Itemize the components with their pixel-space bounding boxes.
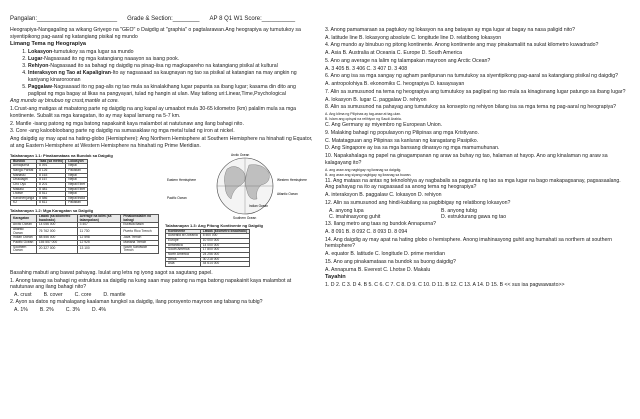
questions-instructions: Basahing mabuti ang bawat pahayag. Isulat ang letra ng iyong sagot sa sagutang papel.	[10, 269, 213, 276]
question-4: 4. Ang mundo ay binubuo ng pitong kontinente. Anong kontinente ang may pinakamaliit na sukat kilometro kuwadrado?	[325, 42, 599, 49]
question-1-options	[14, 292, 315, 299]
table-cell: Pacific Ocean	[11, 240, 37, 245]
tables-area	[10, 151, 315, 267]
world-map-figure	[165, 151, 315, 221]
heograpiya-intro: Heograpiya-Nangagaling sa wikang Griyego na "GEO" o Daigdig at "graphia" o pagtalarawan.Ang heograpiya ay tumutukoy sa siyentipikong pag-aaral ng katangiang pisikal ng mundo	[10, 26, 301, 40]
table-cell: 3 407	[77, 223, 121, 228]
subject-score-label: AP 8 Q1 W1 Score:__________	[209, 16, 296, 22]
table-header-cell: Lokasyon	[66, 159, 88, 164]
map-label-indian: Indian Ocean	[249, 203, 268, 208]
continents-table	[165, 229, 250, 267]
map-label-pacific: Pacific Ocean	[167, 195, 187, 200]
table-cell: Antarctica	[166, 243, 201, 248]
tema-item: 2. Lugar-Nagsasaad ito ng mga katangiang naaayon sa isang pook.	[28, 56, 315, 63]
table-cell: Nepal	[66, 178, 88, 183]
question-15: 15. Ano ang pinakamataas na bundok sa buong daigdig?	[325, 258, 456, 265]
option: A. anyong lupa	[329, 207, 364, 214]
table-cell: 8 201	[37, 182, 66, 187]
table-cell: K2	[11, 201, 37, 206]
tema-list	[28, 49, 315, 98]
table-cell: Lhotse	[11, 192, 37, 197]
tema-item: 5. Paggalaw-Nagsasaad ito ng pag-alis ng tao mula sa kinalakihang lugar papunta sa ibang lugar; kasama din dito ang paglipat ng mga bagay at likas na pangyayari, tulad ng hangin at ulan. May tatlong uri:Linear,Time,Psychological	[28, 84, 315, 98]
table-header-cell: Kontinente	[166, 229, 201, 234]
table-cell: 13 100	[77, 245, 121, 253]
question-8-option-c: C. Ang Germany ay miyembro ng European Union.	[325, 122, 443, 129]
table-cell: Indian Ocean	[11, 236, 37, 241]
option: B. cover	[43, 292, 63, 298]
right-column	[325, 27, 630, 313]
table-cell: 12 925	[77, 240, 121, 245]
map-label-eastern: Eastern Hemisphere	[167, 177, 197, 182]
table-cell: 8 481	[37, 187, 66, 192]
question-3-options: A. latitude line B. lokasyong absolute C. longitude line D. relatibong lokasyon	[325, 34, 502, 41]
table-cell: 8 586	[37, 196, 66, 201]
table-cell: Nepal/India	[66, 196, 88, 201]
map-label-atlantic: Atlantic Ocean	[277, 191, 298, 196]
question-13-options: A. 8 091 B. 8 092 C. 8 093 D. 8 094	[325, 228, 408, 235]
question-9-option-a: C. Matatagpuan ang Pilipinas sa kanluran ng karagatang Pasipiko.	[325, 137, 479, 144]
table-cell: South Sandwich Trench	[121, 245, 159, 253]
question-11: 11. Ang mataas na antas ng teknolohiya ay nagbabalis sa pagpunta ng tao sa mga lugar na bago makapagsanay, pagsasaalang. Ang pahayag na ito ay nagsasaad sa anong tema ng heograpiya?	[325, 177, 621, 191]
table-cell: 20 327 000	[36, 245, 77, 253]
question-14: 14. Ang daigdig ay may apat na hating globo o hemisphere. Anong imahinasyong guhit ang humahati sa northern at southern hemisphere?	[325, 236, 612, 250]
option: A. crust	[14, 292, 32, 298]
option: B. anyong tubig	[441, 207, 478, 214]
table-cell: 8 611	[37, 201, 66, 206]
table-cell: North America	[166, 252, 201, 257]
table-cell: Nanga Parbat	[11, 169, 37, 174]
table-row	[166, 262, 250, 267]
left-column	[10, 27, 315, 313]
table-cell: Asia	[166, 262, 201, 267]
name-field-label: Pangalan:________________________	[10, 16, 118, 22]
table-cell: 14 000 000	[200, 243, 249, 248]
table-cell: Puerto Rico Trench	[121, 228, 159, 236]
core-text: 3. Core -ang kaloobloobang parte ng daigdig na sumasaklaw ng mga metal tulad ng iron at nickel.	[10, 128, 235, 135]
table-header-cell: Pinakamalalim na bahagi	[121, 215, 159, 223]
question-10-option-a: A. ang araw ang nagbigay ng liwanag sa daigdig.	[325, 167, 402, 172]
question-15-options: A. Annapurna B. Everest C. Lhotse D. Makalu	[325, 266, 431, 273]
option: A. 1%	[14, 306, 28, 313]
table-cell: 11 730	[77, 228, 121, 236]
table2-title: Talahanayan 1.2: Mga Karagatan sa Daigdig	[10, 208, 94, 213]
table-header-cell: Average na lalim (sa talampakan)	[77, 215, 121, 223]
limang-tema-title: Limang Tema ng Heograpiya	[10, 41, 87, 48]
table-cell: Australia at Oceania	[166, 234, 201, 239]
table-cell: Nepal	[66, 192, 88, 197]
table-cell: 8 126	[37, 169, 66, 174]
option: D. mantle	[103, 292, 126, 298]
table-cell: 44 614 000	[200, 262, 249, 267]
option: C. core	[74, 292, 92, 298]
table-cell: Pakistan	[66, 201, 88, 206]
question-9: 9. Malaking bahagi ng populasyon ng Pilipinas ang mga Kristiyano.	[325, 129, 479, 136]
table-cell: 24 256 000	[200, 252, 249, 257]
tables-left-stack	[10, 151, 159, 267]
question-10-option-b: B. ang araw ang siyang nagbigay ng liwanag sa buwan.	[325, 172, 412, 177]
table-cell: Kanchenjunga	[11, 196, 37, 201]
mundo-text: Ang mundo ay binubuo ng crust,mantle at core.	[10, 98, 120, 105]
question-11-options: A. interaksyon B. paggalaw C. lokasyon D. rehiyon	[325, 192, 442, 199]
table-cell: Java Trench	[121, 236, 159, 241]
table-cell: 8 167	[37, 178, 66, 183]
question-12-options-row2	[329, 214, 630, 221]
question-8: 8. Alin sa sumusunod na pahayag ang tumutukoy sa konsepto ng rehiyon bilang isa sa mga tema ng pag-aaral ng heograpiya?	[325, 104, 616, 111]
question-12-options-row1	[329, 208, 630, 215]
table-cell: Eurasia Basin	[121, 223, 159, 228]
table-cell: South America	[166, 248, 201, 253]
table-cell: Europe	[166, 239, 201, 244]
question-12: 12. Alin sa sumusunod ang hindi-kabilang sa pagbibigay ng relatibong lokasyon?	[325, 199, 511, 206]
table-cell: Pakistan	[66, 169, 88, 174]
table3-title: Talahanayan 1.3: Ang Pitong Kontinente ng Daigdig	[165, 222, 264, 228]
table-cell: Nepal/Tibet	[66, 182, 88, 187]
question-2-options	[14, 307, 315, 314]
table-cell: Dhaulagiri	[11, 178, 37, 183]
map-label-western: Western Hemisphere	[277, 177, 307, 182]
option: D. estrukturang gawa ng tao	[441, 214, 507, 221]
map-label-southern: Southern Ocean	[233, 215, 257, 220]
question-14-options: A. equator B. latitude C. longitude D. prime meridian	[325, 251, 445, 258]
table-cell: Annapurna	[11, 164, 37, 169]
table-cell: Arctic Ocean	[11, 223, 37, 228]
question-9-option-b: D. Ang Singapore ay isa sa mga bansang dinarayo ng mga mamumuhunan.	[325, 145, 500, 152]
tema-item: 4. Interaksyon ng Tao at Kapaligiran-Ito ay nagsasaad sa kaugnayan ng tao sa pisikal at katangian na may angkin ng kaniyang kinaroroonan	[28, 70, 315, 84]
option: D. 4%	[91, 306, 106, 313]
question-2: 2. Ayon sa datos ng mahalagang kaalaman tungkol sa daigdig, ilang porsyento mayroon ang tabang na tubig?	[10, 298, 263, 305]
question-13: 13. Ilang metro ang taas ng bundok Annapurna?	[325, 221, 437, 228]
table-cell: Manaslu	[11, 173, 37, 178]
globe-map-icon	[165, 151, 315, 221]
mountains-table	[10, 159, 88, 206]
table-row	[11, 245, 159, 253]
question-7-options: A. lokasyon B. lugar C. paggalaw D. rehiyon	[325, 96, 427, 103]
table-cell: 12 598	[77, 236, 121, 241]
table-cell: 155 557 000	[36, 240, 77, 245]
table-cell: Nepal	[66, 173, 88, 178]
question-7: 7. Alin sa sumusunod na tema ng heograpiya ang tumutukoy sa paglipat ng tao mula sa kinagisnang lugar patungo sa ibang lugar?	[325, 88, 626, 95]
question-5-options: A. 3 405 B. 3 406 C. 3 407 D. 3 408	[325, 65, 408, 72]
question-8-option-b: B. Islam ang opisyal na relihiyon ng Saudi Arabia.	[325, 117, 402, 122]
table-cell: 68 556 000	[36, 236, 77, 241]
table1-title: Talahanayan 1.1: Pinakamataas na Bundok sa Daigdig	[10, 152, 113, 158]
tables-right-stack	[165, 151, 315, 267]
question-4-options: A. Asia B. Australia at Oceania C. Europe D. South America	[325, 50, 462, 57]
table-cell: Africa	[166, 257, 201, 262]
question-6: 6. Ano ang isa sa mga sangay ng agham panlipunan na tumutukoy sa siyentipikong pag-aaral sa katangiang pisikal ng daigdig?	[325, 73, 619, 80]
table-cell: Atlantic Ocean	[11, 228, 37, 236]
question-1: 1. Anong tawag sa bahagi ng estruktura sa daigdig na kung saan may patong na mga batong napakainit kaya malambot at natutunaw ang ilang bahagi nito?	[10, 277, 292, 291]
table-header-cell: Karagatan	[11, 215, 37, 223]
map-label-arctic: Arctic Ocean	[231, 152, 250, 157]
tema-item: 1. Lokasyon-tumutukoy sa mga lugar sa mundo	[28, 49, 315, 56]
table-header-cell: Lawak (sa kilometro kwadrado)	[36, 215, 77, 223]
option: C. 3%	[65, 306, 80, 313]
crust-text: 1.Crust-ang matigas at mabatong parte ng daigdig na ang kapal ay umaabot mula 30-65 kilometro (km) palalim mula sa mga kontinente. Subalit sa mga karagatan, ito ay may kapal lamang na 5-7 km.	[10, 106, 297, 119]
table-header-cell: Bundok	[11, 159, 37, 164]
worksheet-header	[10, 16, 630, 24]
hemisphere-text: Ang daigdig ay may apat na hating-globo (Hemisphere): Ang Northern Hemisphere at Southern Hemisphere na hinahati ng Equator, at ang Eastern Hemisphere at Western Hemisphere na hinahati ng Prime Meridian.	[10, 136, 313, 149]
table-cell: 14 056 000	[36, 223, 77, 228]
question-10: 10. Napakahalaga ng papel na ginagampanan ng araw sa buhay ng tao, halaman at hayop. Ano ang kinalaman ng araw sa kalagayang ito?	[325, 153, 608, 166]
question-8-option-a: A. Ang klima ng Pilipinas ay tag-araw at tag-ulan.	[325, 112, 402, 117]
tayahin-title: Tayahin	[325, 274, 346, 281]
table-cell: 8 163	[37, 173, 66, 178]
option: B. 2%	[39, 306, 54, 313]
table-cell: 17 800 000	[200, 248, 249, 253]
table-cell: Nepal/Tibet	[66, 187, 88, 192]
table-header-cell: Taas (sa metro)	[37, 159, 66, 164]
table-row	[11, 201, 88, 206]
table-cell: 8 500 000	[200, 234, 249, 239]
question-6-options: A. antropolohiya B. ekonomiks C. heograpiya D. kasaysayan	[325, 81, 465, 88]
tayahin-answers: 1. D 2. C 3. D 4. B 5. C 6. C 7. C 8. D 9. C 10. D 11. B 12. C 13. A 14. D 15. B << sus isa pagwawasto>>	[325, 281, 565, 288]
table-cell: Mariana Trench	[121, 240, 159, 245]
mantle-text: 2. Mantle -isang patong ng mga batong napakainit kaya malambot at natutunaw ang ilang bahagi nito.	[10, 120, 244, 127]
question-3: 3. Anong pamamaraan sa pagtukoy ng lokasyon na ang batayan ay mga lugar at bagay na nasa paligid nito?	[325, 26, 576, 33]
table-cell: Nepal	[66, 164, 88, 169]
table-cell: Southern Ocean	[11, 245, 37, 253]
table-header-cell: Lawak (kilometro kwadrado)	[200, 229, 249, 234]
grade-section-label: Grade & Section:________	[127, 16, 200, 22]
table-cell: 10 000 000	[200, 239, 249, 244]
table-cell: 8 091	[37, 164, 66, 169]
question-5: 5. Ano ang average na lalim ng talampakan mayroon ang Arctic Ocean?	[325, 57, 491, 64]
table-cell: 30 218 000	[200, 257, 249, 262]
tema-item: 3. Rehiyon-Nagsasaad ito sa bahagi ng daigdig na pinag-iisa ng magkapareho na katangiang pisikal at kultural	[28, 63, 315, 70]
table-cell: 8 511	[37, 192, 66, 197]
table-cell: 76 762 000	[36, 228, 77, 236]
oceans-table	[10, 214, 159, 254]
option: C. imahinasyong guhit	[329, 214, 381, 221]
table-cell: Makalu	[11, 187, 37, 192]
table-cell: Cho Oyu	[11, 182, 37, 187]
